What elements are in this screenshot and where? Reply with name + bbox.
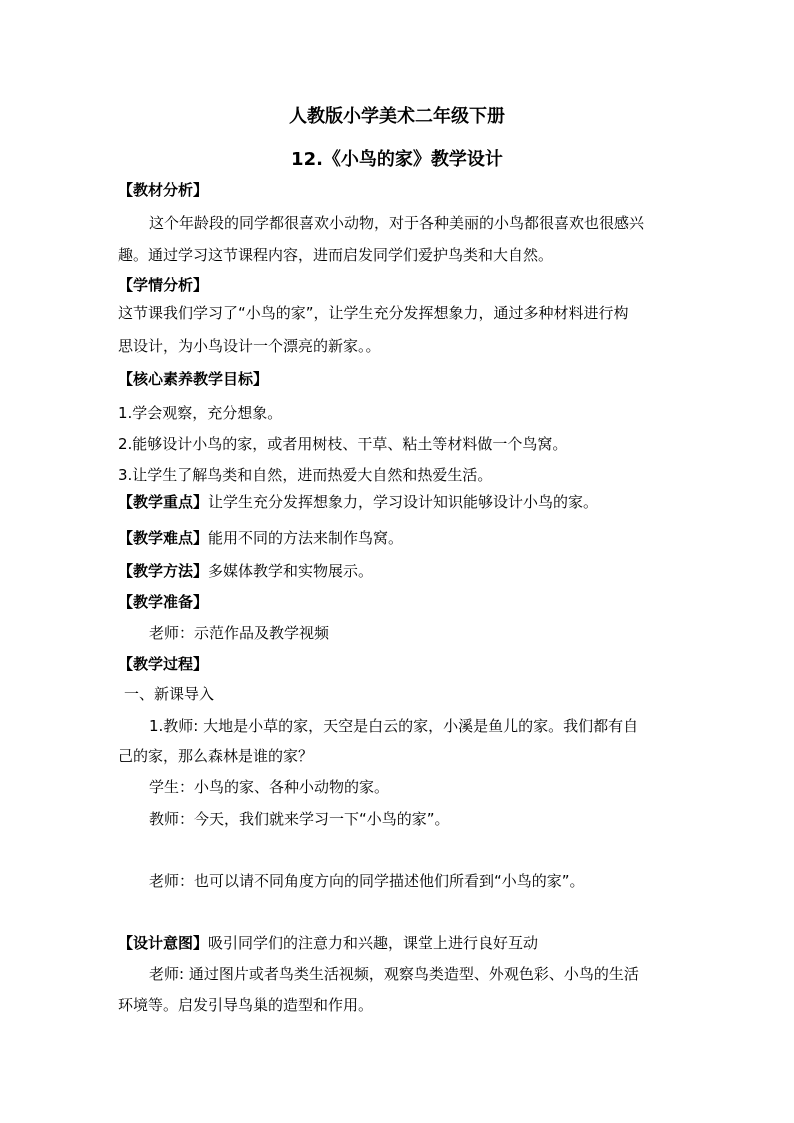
student-paragraph-line-1: 这节课我们学习了“小鸟的家”，让学生充分发挥想象力，通过多种材料进行构	[118, 304, 629, 322]
design-intent-text: 吸引同学们的注意力和兴趣，课堂上进行良好互动	[208, 934, 539, 952]
student-answer: 学生：小鸟的家、各种小动物的家。	[149, 778, 390, 796]
document-subtitle: 12.《小鸟的家》教学设计	[291, 149, 503, 170]
design-intent-line	[118, 933, 538, 953]
process-item-1-line-2: 己的家，那么森林是谁的家？	[118, 747, 314, 765]
document-title: 人教版小学美术二年级下册	[289, 106, 505, 127]
prep-text: 老师：示范作品及教学视频	[149, 624, 330, 642]
method-line	[118, 561, 373, 581]
teacher-paragraph-line-2: 环境等。启发引导鸟巢的造型和作用。	[118, 996, 374, 1014]
difficulty-line	[118, 528, 403, 548]
design-intent-label: 【设计意图】	[118, 934, 209, 952]
teacher-line: 教师：今天，我们就来学习一下“小鸟的家”。	[149, 810, 450, 828]
section-heading-process: 【教学过程】	[118, 655, 209, 673]
goal-item-1: 1.学会观察，充分想象。	[118, 404, 283, 422]
method-text: 多媒体教学和实物展示。	[208, 562, 374, 580]
section-heading-student: 【学情分析】	[118, 276, 209, 294]
key-point-text: 让学生充分发挥想象力，学习设计知识能够设计小鸟的家。	[208, 493, 599, 511]
material-paragraph-line-2: 趣。通过学习这节课程内容，进而启发同学们爱护鸟类和大自然。	[118, 246, 554, 264]
teacher-paragraph-line-1: 老师: 通过图片或者鸟类生活视频，观察鸟类造型、外观色彩、小鸟的生活	[149, 965, 639, 983]
method-label: 【教学方法】	[118, 562, 209, 580]
key-point-line	[118, 492, 598, 512]
key-point-label: 【教学重点】	[118, 493, 209, 511]
goal-item-2: 2.能够设计小鸟的家，或者用树枝、干草、粘土等材料做一个鸟窝。	[118, 435, 568, 453]
difficulty-text: 能用不同的方法来制作鸟窝。	[208, 529, 404, 547]
process-section-1: 一、新课导入	[124, 685, 215, 703]
student-paragraph-line-2: 思设计，为小鸟设计一个漂亮的新家。。	[118, 337, 381, 355]
section-heading-goals: 【核心素养教学目标】	[118, 370, 269, 388]
difficulty-label: 【教学难点】	[118, 529, 209, 547]
section-heading-prep: 【教学准备】	[118, 593, 209, 611]
material-paragraph-line-1: 这个年龄段的同学都很喜欢小动物，对于各种美丽的小鸟都很喜欢也很感兴	[149, 214, 645, 232]
goal-item-3: 3.让学生了解鸟类和自然，进而热爱大自然和热爱生活。	[118, 466, 493, 484]
process-item-1-line-1: 1.教师: 大地是小草的家，天空是白云的家，小溪是鱼儿的家。我们都有自	[149, 717, 639, 735]
section-heading-material: 【教材分析】	[118, 181, 209, 199]
teacher-line-2: 老师：也可以请不同角度方向的同学描述他们所看到“小鸟的家”。	[149, 872, 585, 890]
